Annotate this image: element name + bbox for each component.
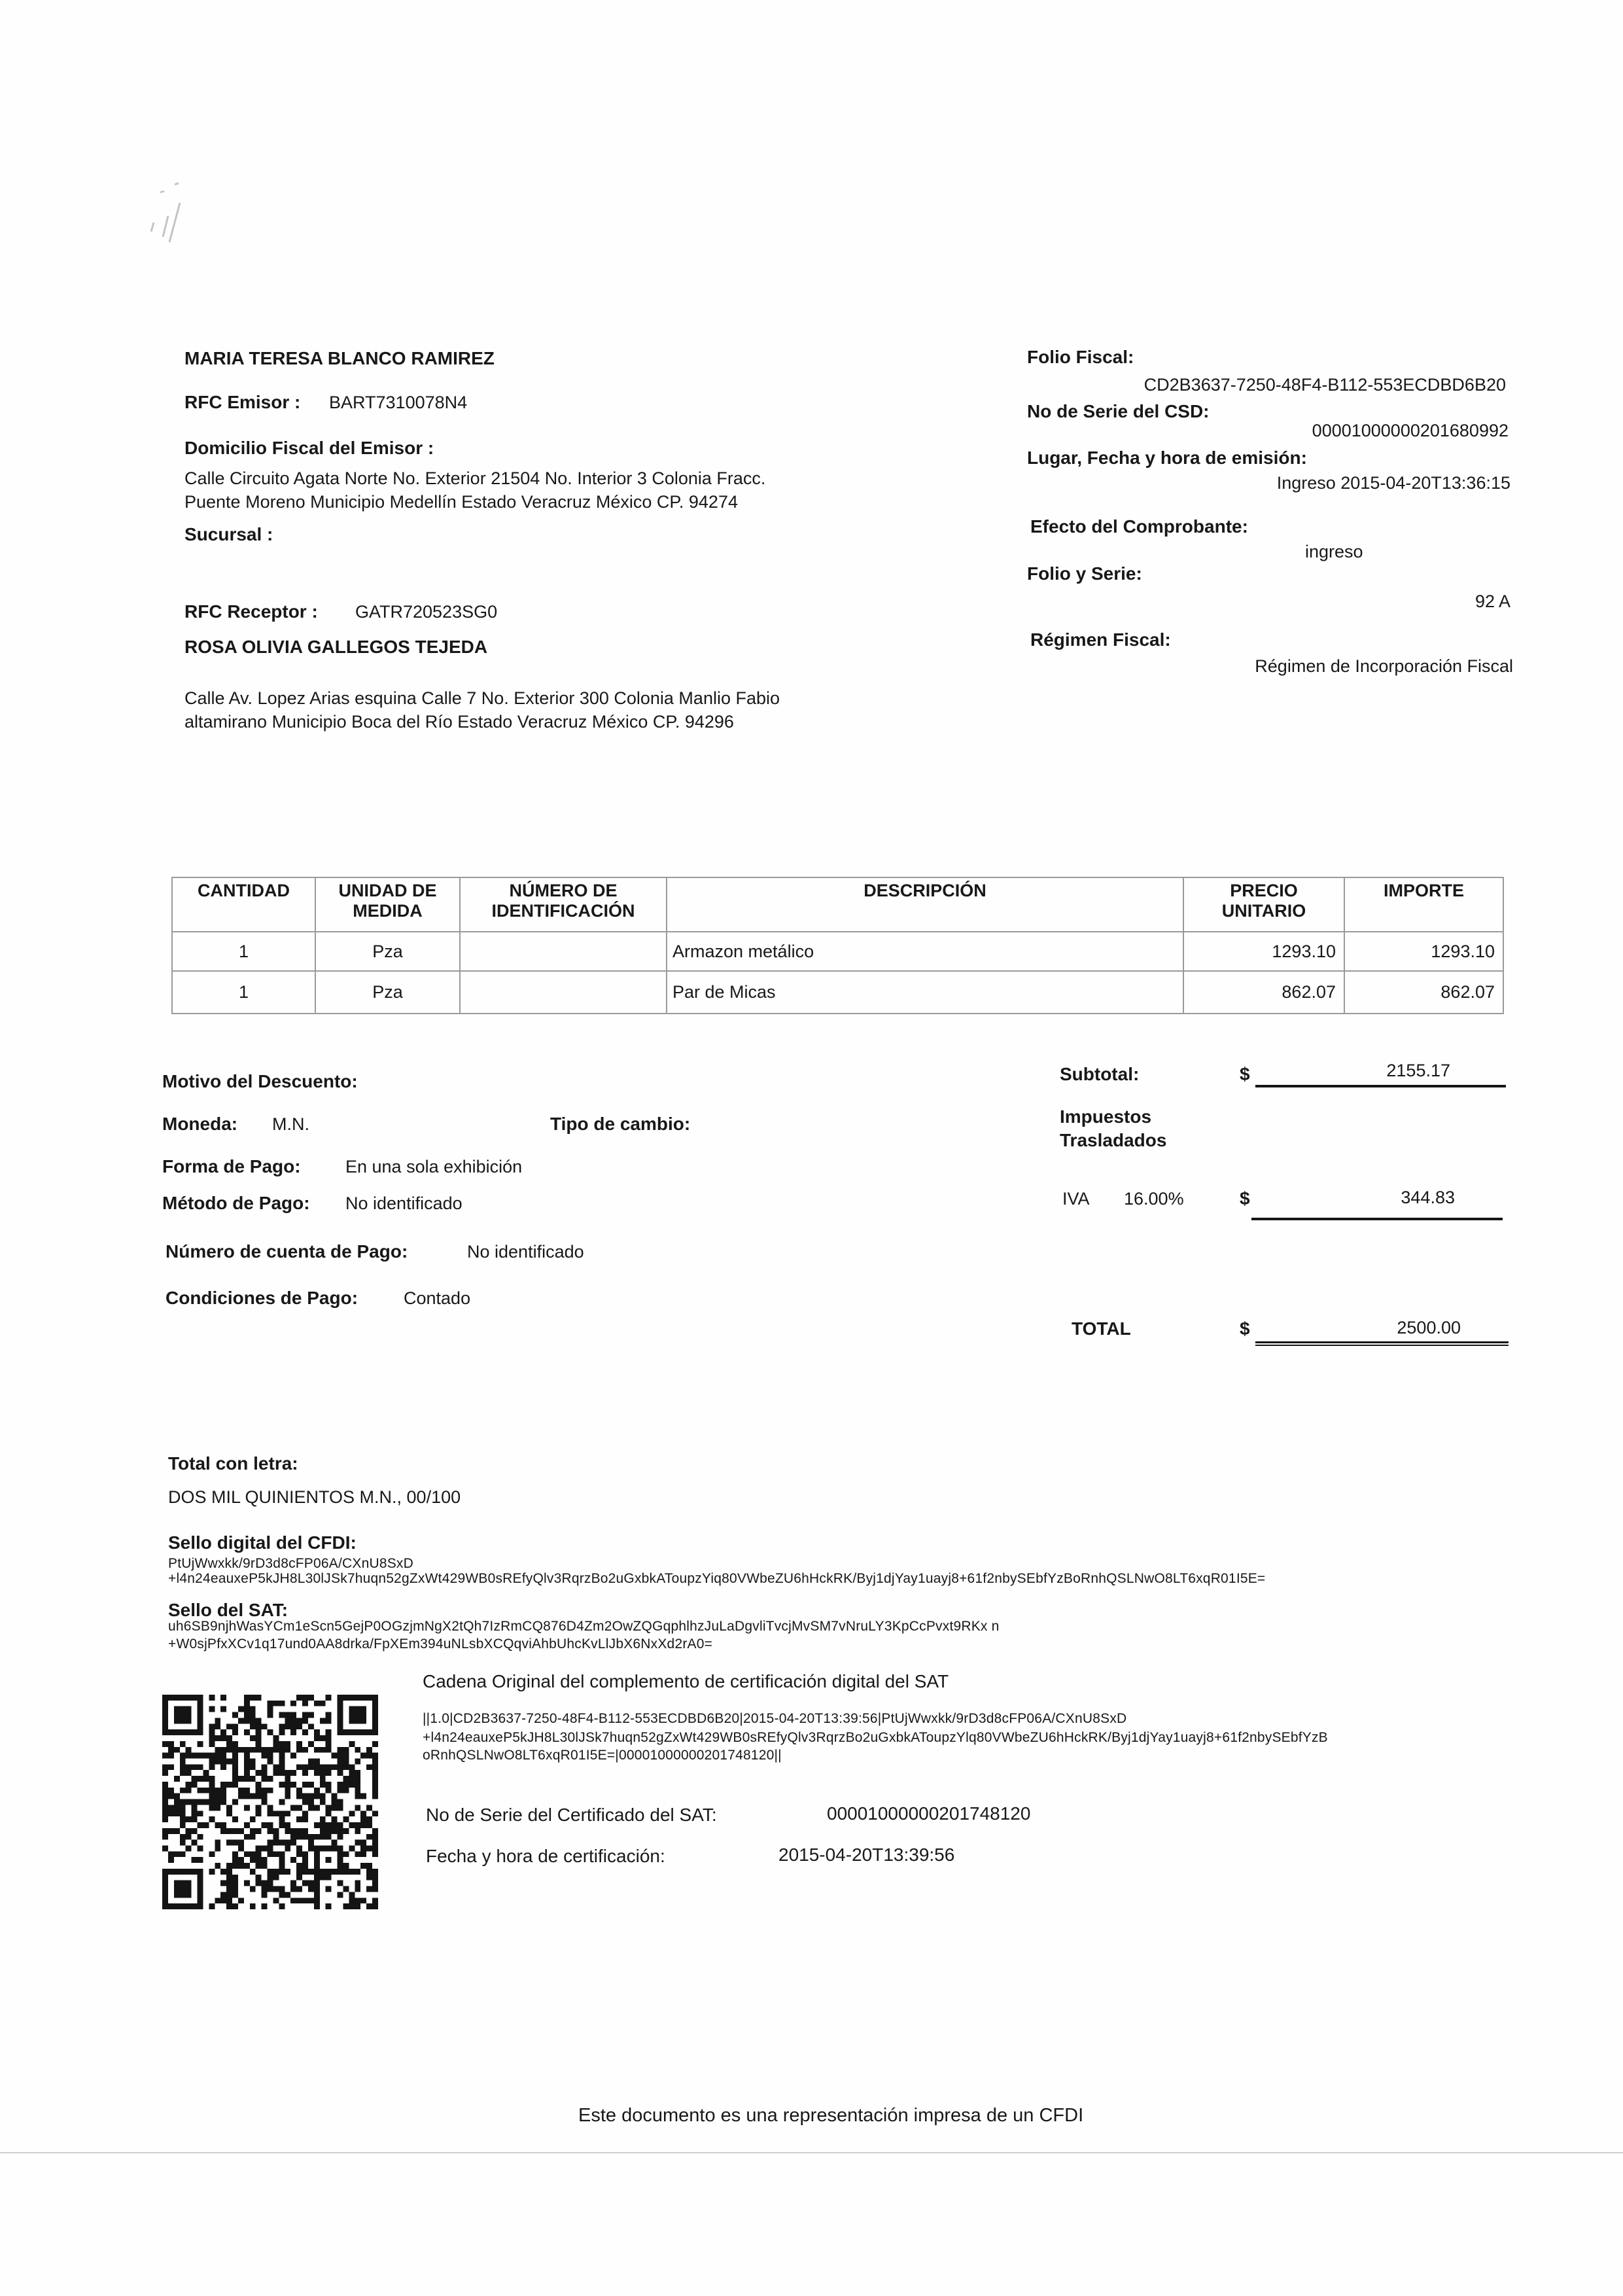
cadena-original-title: Cadena Original del complemento de certificación digital del SAT — [423, 1671, 949, 1691]
forma-pago-label: Forma de Pago: — [162, 1156, 301, 1176]
condiciones-pago-label: Condiciones de Pago: — [166, 1288, 358, 1308]
header-line: NÚMERO DE — [509, 881, 618, 900]
subtotal-value: 2155.17 — [1386, 1061, 1450, 1080]
moneda-label: Moneda: — [162, 1114, 238, 1134]
header-numero — [460, 877, 667, 932]
folio-serie-value: 92 A — [1475, 592, 1510, 611]
header-cantidad — [172, 877, 315, 932]
serie-certificado-label: No de Serie del Certificado del SAT: — [426, 1805, 717, 1825]
emision-label: Lugar, Fecha y hora de emisión: — [1027, 448, 1307, 468]
folio-serie-label: Folio y Serie: — [1027, 563, 1142, 584]
folio-fiscal-label: Folio Fiscal: — [1027, 347, 1134, 367]
qr-pattern — [162, 1695, 378, 1909]
cuenta-pago-label: Número de cuenta de Pago: — [166, 1241, 408, 1262]
efecto-label: Efecto del Comprobante: — [1030, 516, 1248, 537]
currency-symbol: $ — [1240, 1188, 1250, 1209]
cell-precio-unitario: 1293.10 — [1183, 932, 1344, 971]
cadena-original-line: +l4n24eauxeP5kJH8L30lJSk7huqn52gZxWt429WB0sREfyQlv3RqrzBo2uGxbkAToupzYlq80VWbeZU6hHckRK/Byj1djYay1uayj8+61f2nbySEbfYzB — [423, 1730, 1328, 1745]
iva-tasa: 16.00% — [1124, 1189, 1184, 1209]
cell-precio-unitario: 862.07 — [1183, 971, 1344, 1014]
tipo-cambio-label: Tipo de cambio: — [550, 1114, 691, 1134]
sello-sat-line: uh6SB9njhWasYCm1eScn5GejP0OGzjmNgX2tQh7IzRmCQ876D4Zm2OwZQGqphlhzJuLaDgvliTvcjMvSM7vNruLY3KpCcPvxt9RKx n — [168, 1619, 1000, 1634]
table-row — [172, 971, 1503, 1014]
scan-artifact-stroke — [151, 183, 180, 242]
motivo-descuento-label: Motivo del Descuento: — [162, 1071, 358, 1091]
sello-sat-label: Sello del SAT: — [168, 1600, 288, 1620]
domicilio-emisor-line: Puente Moreno Municipio Medellín Estado Veracruz México CP. 94274 — [184, 492, 738, 512]
table-header-row — [172, 877, 1503, 932]
header-line: DESCRIPCIÓN — [864, 881, 986, 900]
rfc-receptor-value: GATR720523SG0 — [355, 602, 498, 622]
serie-csd-label: No de Serie del CSD: — [1027, 401, 1210, 421]
forma-pago-value: En una sola exhibición — [345, 1157, 523, 1176]
cell-importe: 862.07 — [1344, 971, 1503, 1014]
sello-cfdi-label: Sello digital del CFDI: — [168, 1532, 357, 1553]
subtotal-underline — [1255, 1085, 1506, 1087]
rfc-emisor-label: RFC Emisor : — [184, 392, 301, 412]
cell-descripcion: Armazon metálico — [667, 932, 1183, 971]
moneda-value: M.N. — [272, 1114, 309, 1134]
domicilio-receptor-line: Calle Av. Lopez Arias esquina Calle 7 No. Exterior 300 Colonia Manlio Fabio — [184, 688, 780, 708]
qr-code — [162, 1695, 378, 1909]
cell-numero — [460, 971, 667, 1014]
fecha-certificacion-value: 2015-04-20T13:39:56 — [778, 1845, 955, 1865]
table-header — [172, 877, 1503, 932]
domicilio-emisor-line: Calle Circuito Agata Norte No. Exterior 21504 No. Interior 3 Colonia Fracc. — [184, 468, 766, 488]
header-line: UNITARIO — [1221, 901, 1306, 921]
scan-artifact-mark — [134, 177, 193, 249]
total-value: 2500.00 — [1397, 1318, 1461, 1337]
cell-unidad: Pza — [315, 971, 460, 1014]
cell-unidad: Pza — [315, 932, 460, 971]
impuestos-label: Impuestos — [1060, 1106, 1152, 1127]
regimen-value: Régimen de Incorporación Fiscal — [1255, 656, 1513, 676]
metodo-pago-label: Método de Pago: — [162, 1193, 310, 1213]
cuenta-pago-value: No identificado — [467, 1242, 584, 1262]
iva-label: IVA — [1062, 1189, 1090, 1209]
sello-cfdi-line: +l4n24eauxeP5kJH8L30lJSk7huqn52gZxWt429WB0sREfyQlv3RqrzBo2uGxbkAToupzYiq80VWbeZU6hHckRK/Byj1djYay1uayj8+61f2nbySEbfYzBoRnhQSLNwO8LT6xqR01I5E= — [168, 1571, 1266, 1586]
table-row — [172, 932, 1503, 971]
sello-cfdi-line: PtUjWwxkk/9rD3d8cFP06A/CXnU8SxD — [168, 1556, 413, 1571]
efecto-value: ingreso — [1305, 542, 1363, 561]
iva-underline — [1251, 1218, 1503, 1220]
emisor-nombre: MARIA TERESA BLANCO RAMIREZ — [184, 348, 495, 368]
header-precio — [1183, 877, 1344, 932]
header-line: UNIDAD DE — [338, 881, 437, 900]
cell-descripcion: Par de Micas — [667, 971, 1183, 1014]
cell-importe: 1293.10 — [1344, 932, 1503, 971]
header-line: IDENTIFICACIÓN — [491, 901, 635, 921]
cadena-original-line: oRnhQSLNwO8LT6xqR01I5E=|00001000000201748120|| — [423, 1748, 782, 1763]
fecha-certificacion-label: Fecha y hora de certificación: — [426, 1846, 665, 1866]
impuestos-label: Trasladados — [1060, 1130, 1167, 1150]
cell-numero — [460, 932, 667, 971]
footer-note: Este documento es una representación impresa de un CFDI — [578, 2105, 1084, 2126]
conceptos-table — [171, 877, 1504, 1014]
scan-edge-line — [0, 2152, 1623, 2153]
rfc-receptor-label: RFC Receptor : — [184, 601, 318, 622]
currency-symbol: $ — [1240, 1318, 1250, 1339]
sucursal-label: Sucursal : — [184, 524, 273, 544]
serie-certificado-value: 00001000000201748120 — [827, 1803, 1031, 1824]
total-underline — [1255, 1341, 1509, 1346]
folio-fiscal-value: CD2B3637-7250-48F4-B112-553ECDBD6B20 — [1143, 375, 1506, 395]
header-unidad — [315, 877, 460, 932]
domicilio-emisor-label: Domicilio Fiscal del Emisor : — [184, 438, 434, 458]
total-letra-value: DOS MIL QUINIENTOS M.N., 00/100 — [168, 1487, 461, 1507]
condiciones-pago-value: Contado — [404, 1288, 471, 1308]
header-line: MEDIDA — [353, 901, 423, 921]
cell-cantidad: 1 — [172, 971, 315, 1014]
metodo-pago-value: No identificado — [345, 1193, 462, 1213]
cadena-original-line: ||1.0|CD2B3637-7250-48F4-B112-553ECDBD6B20|2015-04-20T13:39:56|PtUjWwxkk/9rD3d8cFP06A/CXnU8SxD — [423, 1711, 1127, 1726]
total-label: TOTAL — [1072, 1318, 1131, 1339]
receptor-nombre: ROSA OLIVIA GALLEGOS TEJEDA — [184, 637, 488, 657]
currency-symbol: $ — [1240, 1064, 1250, 1084]
header-line: PRECIO — [1230, 881, 1298, 900]
domicilio-receptor-line: altamirano Municipio Boca del Río Estado Veracruz México CP. 94296 — [184, 712, 734, 732]
serie-csd-value: 00001000000201680992 — [1312, 421, 1509, 440]
sello-sat-line: +W0sjPfxXCv1q17und0AA8drka/FpXEm394uNLsbXCQqviAhbUhcKvLlJbX6NxXd2rA0= — [168, 1636, 713, 1651]
header-importe — [1344, 877, 1503, 932]
table-body — [172, 932, 1503, 1014]
subtotal-label: Subtotal: — [1060, 1064, 1140, 1084]
header-descripcion — [667, 877, 1183, 932]
iva-value: 344.83 — [1401, 1188, 1455, 1207]
emision-value: Ingreso 2015-04-20T13:36:15 — [1276, 473, 1510, 493]
header-line: IMPORTE — [1383, 881, 1464, 900]
total-letra-label: Total con letra: — [168, 1453, 298, 1474]
regimen-label: Régimen Fiscal: — [1030, 629, 1171, 650]
cell-cantidad: 1 — [172, 932, 315, 971]
header-line: CANTIDAD — [198, 881, 290, 900]
rfc-emisor-value: BART7310078N4 — [329, 393, 468, 412]
